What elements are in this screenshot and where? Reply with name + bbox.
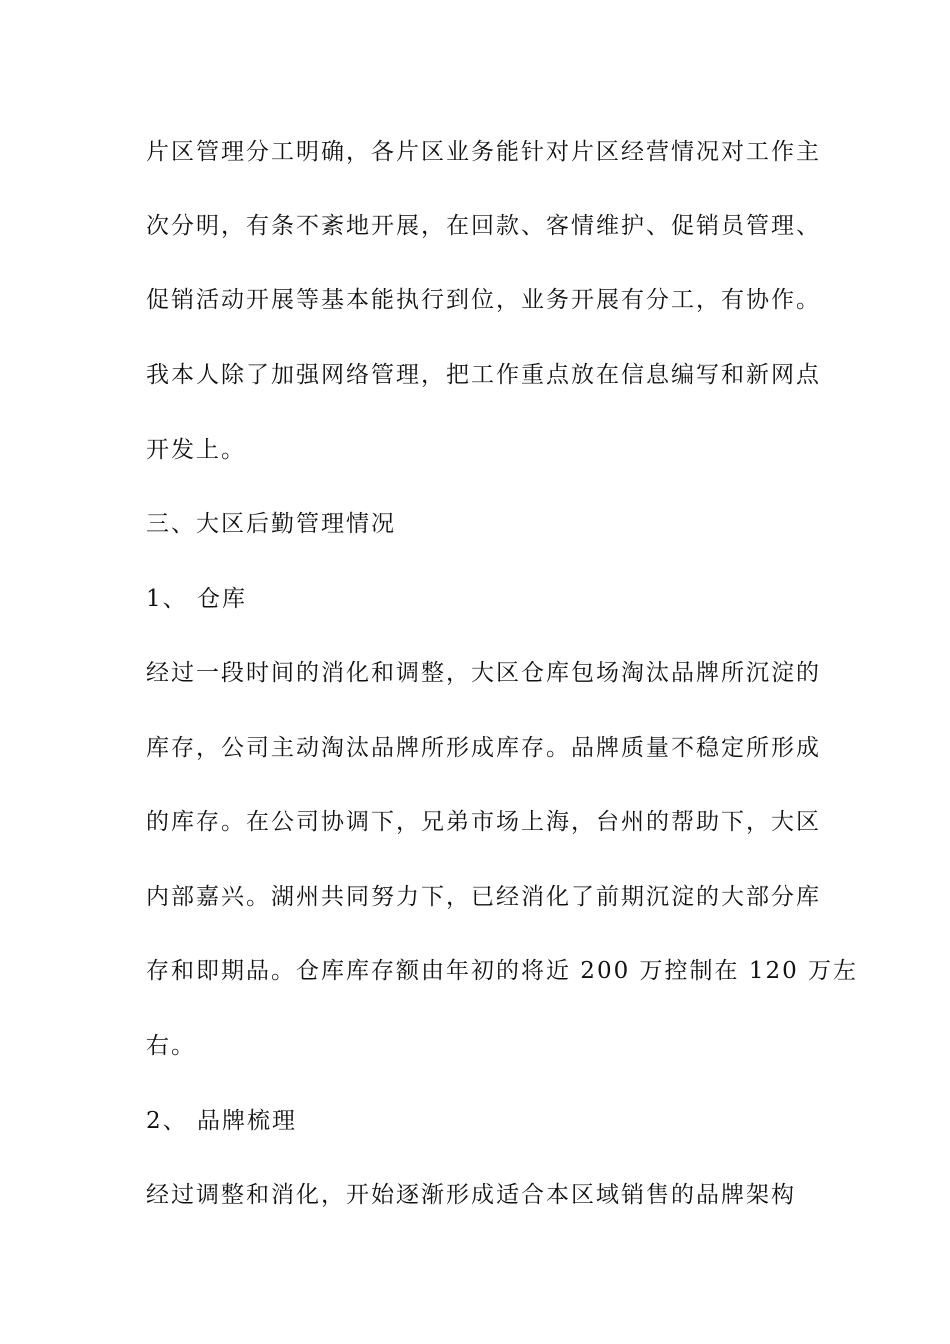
paragraph-line-7: 库存，公司主动淘汰品牌所形成库存。品牌质量不稳定所形成 — [146, 735, 821, 761]
paragraph-line-4: 我本人除了加强网络管理，把工作重点放在信息编写和新网点 — [146, 362, 821, 388]
paragraph-line-1: 片区管理分工明确，各片区业务能针对片区经营情况对工作主 — [146, 139, 821, 165]
paragraph-line-6: 经过一段时间的消化和调整，大区仓库包场淘汰品牌所沉淀的 — [146, 660, 821, 686]
paragraph-line-11: 右。 — [146, 1033, 196, 1059]
subheading-warehouse: 1、 仓库 — [146, 586, 247, 612]
paragraph-line-2: 次分明，有条不紊地开展，在回款、客情维护、促销员管理、 — [146, 213, 821, 239]
paragraph-line-8: 的库存。在公司协调下，兄弟市场上海，台州的帮助下，大区 — [146, 809, 821, 835]
paragraph-line-3: 促销活动开展等基本能执行到位，业务开展有分工，有协作。 — [146, 287, 821, 313]
subheading-brand: 2、 品牌梳理 — [146, 1108, 297, 1134]
paragraph-line-9: 内部嘉兴。湖州共同努力下，已经消化了前期沉淀的大部分库 — [146, 884, 821, 910]
paragraph-line-12: 经过调整和消化，开始逐渐形成适合本区域销售的品牌架构 — [146, 1182, 796, 1208]
paragraph-line-10: 存和即期品。仓库库存额由年初的将近 200 万控制在 120 万左 — [146, 958, 859, 984]
section-heading: 三、大区后勤管理情况 — [146, 511, 396, 537]
paragraph-line-5: 开发上。 — [146, 437, 246, 463]
